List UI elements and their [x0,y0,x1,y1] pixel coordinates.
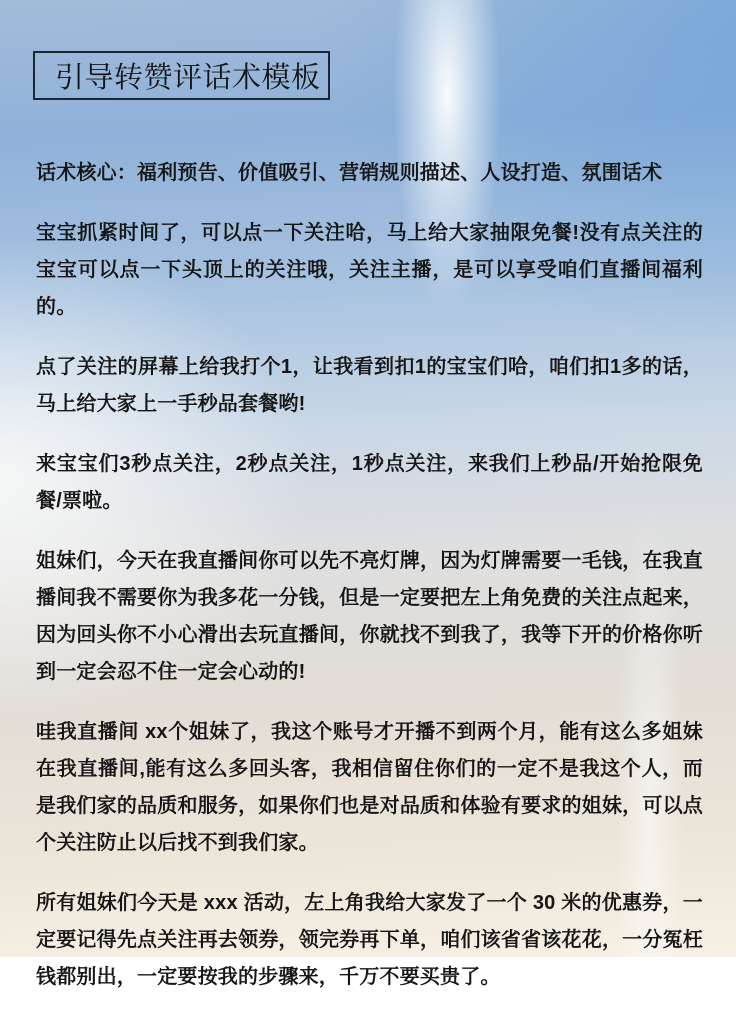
document-body [36,155,703,1019]
paragraph-quality-service-pitch: 哇我直播间 xx个姐妹了，我这个账号才开播不到两个月，能有这么多姐妹在我直播间,能有这么多回头客，我相信留住你们的一定不是我这个人，而是我们家的品质和服务，如果你们也是对品质和体验有要求的姐妹，可以点个关注防止以后找不到我们家。 [36,721,703,854]
paragraph-type-1-prompt: 点了关注的屏幕上给我打个1，让我看到扣1的宝宝们哈，咱们扣1多的话，马上给大家上一手秒品套餐哟! [36,356,703,415]
title-box [33,51,330,100]
paragraph-follow-prompt: 宝宝抓紧时间了，可以点一下关注哈，马上给大家抽限免餐!没有点关注的宝宝可以点一下头顶上的关注哦，关注主播，是可以享受咱们直播间福利的。 [36,222,703,318]
page-title: 引导转赞评话术模板 [55,62,321,94]
paragraph-free-follow-pitch: 姐妹们，今天在我直播间你可以先不亮灯牌，因为灯牌需要一毛钱，在我直播间我不需要你为我多花一分钱，但是一定要把左上角免费的关注点起来，因为回头你不小心滑出去玩直播间，你就找不到我了，我等下开的价格你听到一定会忍不住一定会心动的! [36,550,703,683]
core-points-line: 话术核心：福利预告、价值吸引、营销规则描述、人设打造、氛围话术 [36,162,663,184]
paragraph-coupon-instructions: 所有姐妹们今天是 xxx 活动，左上角我给大家发了一个 30 米的优惠券，一定要记得先点关注再去领券，领完券再下单，咱们该省省该花花，一分冤枉钱都别出，一定要按我的步骤来，千万不要买贵了。 [36,892,703,988]
paragraph-countdown-prompt: 来宝宝们3秒点关注，2秒点关注，1秒点关注，来我们上秒品/开始抢限免餐/票啦。 [36,453,703,512]
